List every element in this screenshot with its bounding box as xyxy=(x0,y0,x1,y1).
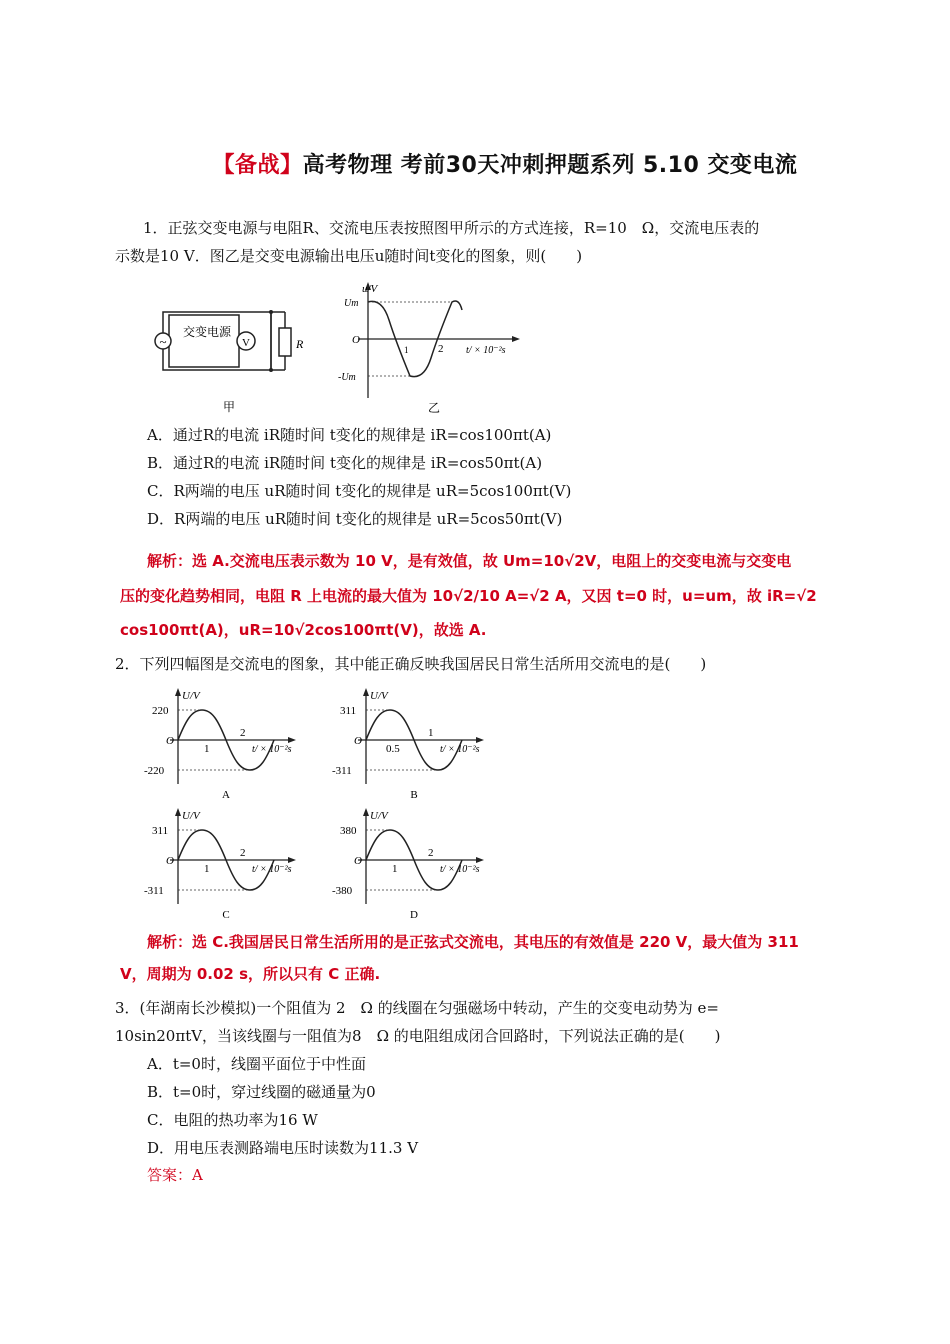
um-label: Um xyxy=(344,298,359,309)
graph-peak: 220 xyxy=(152,705,169,717)
q1-stem-line2: 示数是10 V．图乙是交变电源输出电压u随时间t变化的图象，则( ) xyxy=(115,247,583,265)
q1-circuit-diagram xyxy=(145,298,320,416)
resistor-icon xyxy=(279,328,291,356)
q1-stem-line1: 1．正弦交变电源与电阻R、交流电压表按照图甲所示的方式连接，R=10 Ω，交流电压表的 xyxy=(143,219,760,237)
graph-tick-b: 1 xyxy=(428,727,434,739)
graph-caption: B xyxy=(410,789,418,801)
source-label: 交变电源 xyxy=(183,325,232,339)
x-axis-label: t/ × 10⁻²s xyxy=(466,345,506,356)
graph-y-label: U/V xyxy=(370,690,388,702)
graph-tick-a: 0.5 xyxy=(386,743,400,755)
q2-graph-d xyxy=(328,808,508,923)
q1-option-a: A．通过R的电流 iR随时间 t变化的规律是 iR=cos100πt(A) xyxy=(147,426,552,444)
q3-stem-line2: 10sin20πtV，当该线圈与一阻值为8 Ω 的电阻组成闭合回路时，下列说法正确的是( ) xyxy=(115,1027,721,1045)
q3-option-a: A．t=0时，线圈平面位于中性面 xyxy=(147,1055,366,1073)
ac-symbol: ~ xyxy=(159,334,167,349)
q2-graph-c xyxy=(140,808,320,923)
tick-2: 2 xyxy=(438,343,444,355)
graph-origin: O xyxy=(166,855,174,867)
q1-solution-line1: 解析：选 A.交流电压表示数为 10 V，是有效值，故 Um=10√2V，电阻上的交变电流与交变电 xyxy=(147,552,792,570)
graph-x-label: t/ × 10⁻²s xyxy=(440,744,480,755)
graph-neg-peak: -380 xyxy=(332,885,353,897)
graph-y-label: U/V xyxy=(370,810,388,822)
resistor-label: R xyxy=(296,337,304,351)
graph-y-label: U/V xyxy=(182,690,200,702)
graph-tick-b: 2 xyxy=(240,847,246,859)
q1-solution-line2: 压的变化趋势相同，电阻 R 上电流的最大值为 10√2/10 A=√2 A，又因 t=0 时，u=um，故 iR=√2 xyxy=(120,587,817,605)
fig-caption-jia: 甲 xyxy=(222,400,236,414)
page-title xyxy=(0,148,950,179)
graph-caption: C xyxy=(222,909,230,921)
neg-um-label: -Um xyxy=(338,372,356,383)
graph-neg-peak: -311 xyxy=(332,765,352,777)
origin-label: O xyxy=(352,334,360,346)
graph-x-label: t/ × 10⁻²s xyxy=(252,744,292,755)
graph-tick-b: 2 xyxy=(428,847,434,859)
tick-1: 1 xyxy=(404,345,409,355)
q2-graph-a xyxy=(140,688,320,803)
q3-stem-line1: 3．(年湖南长沙模拟)一个阻值为 2 Ω 的线圈在匀强磁场中转动，产生的交变电动势为 e= xyxy=(115,999,719,1017)
q1-solution-line3: cos100πt(A)，uR=10√2cos100πt(V)，故选 A. xyxy=(120,621,487,639)
meter-label: V xyxy=(242,337,250,349)
fig-caption-yi: 乙 xyxy=(427,401,441,415)
graph-tick-a: 1 xyxy=(392,863,398,875)
q1-option-c: C．R两端的电压 uR随时间 t变化的规律是 uR=5cos100πt(V) xyxy=(147,482,572,500)
graph-neg-peak: -220 xyxy=(144,765,165,777)
q2-solution-line2: V，周期为 0.02 s，所以只有 C 正确. xyxy=(120,965,381,983)
graph-peak: 380 xyxy=(340,825,357,837)
y-axis-label: u/V xyxy=(362,283,378,295)
q2-solution-line1: 解析：选 C.我国居民日常生活所用的是正弦式交流电，其电压的有效值是 220 V，最大值为 311 xyxy=(147,933,799,951)
graph-origin: O xyxy=(354,735,362,747)
graph-origin: O xyxy=(166,735,174,747)
q2-stem: 2．下列四幅图是交流电的图象，其中能正确反映我国居民日常生活所用交流电的是( ) xyxy=(115,655,707,673)
q3-option-c: C．电阻的热功率为16 W xyxy=(147,1111,318,1129)
graph-x-label: t/ × 10⁻²s xyxy=(252,864,292,875)
graph-tick-a: 1 xyxy=(204,863,210,875)
q3-answer: 答案：A xyxy=(147,1166,203,1184)
graph-tick-a: 1 xyxy=(204,743,210,755)
title-main: 高考物理 考前30天冲刺押题系列 5.10 交变电流 xyxy=(302,153,798,178)
graph-caption: A xyxy=(222,789,230,801)
graph-caption: D xyxy=(410,909,418,921)
graph-peak: 311 xyxy=(340,705,357,717)
graph-neg-peak: -311 xyxy=(144,885,164,897)
q2-graph-b xyxy=(328,688,508,803)
q1-ut-graph xyxy=(338,280,538,416)
q1-option-b: B．通过R的电流 iR随时间 t变化的规律是 iR=cos50πt(A) xyxy=(147,454,543,472)
q3-option-b: B．t=0时，穿过线圈的磁通量为0 xyxy=(147,1083,376,1101)
q3-option-d: D．用电压表测路端电压时读数为11.3 V xyxy=(147,1139,419,1157)
graph-y-label: U/V xyxy=(182,810,200,822)
graph-x-label: t/ × 10⁻²s xyxy=(440,864,480,875)
graph-origin: O xyxy=(354,855,362,867)
q1-option-d: D．R两端的电压 uR随时间 t变化的规律是 uR=5cos50πt(V) xyxy=(147,510,563,528)
graph-tick-b: 2 xyxy=(240,727,246,739)
title-prefix: 【备战】 xyxy=(212,153,303,178)
graph-peak: 311 xyxy=(152,825,169,837)
